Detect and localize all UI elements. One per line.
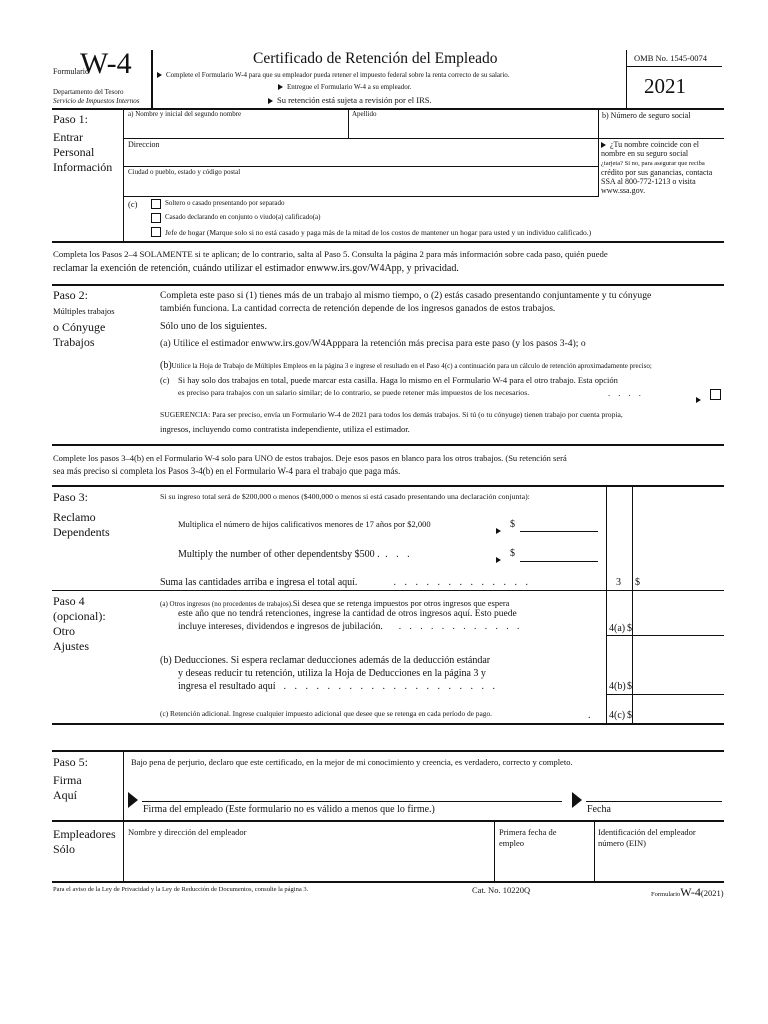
form-number: W-4	[80, 47, 132, 80]
note-steps-line2: reclamar la exención de retención, cuándo utilizar el estimador enwww.irs.gov/W4App, y privacidad.	[53, 263, 459, 274]
ssn-input[interactable]	[600, 120, 722, 138]
employer-name-label: Nombre y dirección del empleador	[128, 827, 247, 837]
signature-input[interactable]	[142, 784, 562, 800]
employer-label: Empleadores Sólo	[53, 827, 116, 856]
filing-status-label: (c)	[128, 199, 138, 209]
checkbox-two-jobs[interactable]	[710, 389, 721, 400]
deductions-input[interactable]	[640, 677, 722, 693]
step2-tip-2: ingresos, incluyendo como contratista independiente, utiliza el estimador.	[160, 424, 410, 434]
step4c-dots: .	[588, 710, 594, 721]
step3-total-dollar: $	[635, 577, 640, 588]
footer-form-id: FormularioW-4(2021)	[651, 885, 724, 899]
omb-number: OMB No. 1545-0074	[634, 53, 707, 63]
step4-a-line1: (a) Otros ingresos (no procedentes de trabajos).Si desea que se retenga impuestos por otros ingresos que espera	[160, 598, 510, 608]
step2-option-b: (b)Utilice la Hoja de Trabajo de Múltiples Empleos en la página 3 e ingrese el resultado en el Paso 4(c) a continuación para un cálculo de retención aproximadamente preciso;	[160, 360, 652, 371]
address-label: Direccion	[128, 140, 160, 149]
step4-b-line2: y deseas reducir tu retención, utiliza la Hoja de Deducciones en la página 3 y	[178, 668, 486, 679]
step3-label: Reclamo Dependents	[53, 510, 110, 539]
date-arrow-icon	[572, 792, 582, 813]
note-steps-line1: Completa los Pasos 2–4 SOLAMENTE si te aplican; de lo contrario, salta al Paso 5. Consulta la página 2 para más información sobre cada paso, quién puede	[53, 249, 608, 259]
triangle-icon	[278, 84, 283, 90]
filing-option-head: Jefe de hogar (Marque solo si no está casado y paga más de la mitad de los costos de mantener un hogar para usted y un individuo calificado.)	[165, 228, 592, 237]
step4-label: (opcional): Otro Ajustes	[53, 609, 106, 653]
step2-tip-1: SUGERENCIA: Para ser preciso, envía un Formulario W-4 de 2021 para todos los demás trabajos. Si tú (o tu cónyuge) tienen trabajo por cuenta propia,	[160, 410, 623, 419]
step3-other-dollar: $	[510, 548, 515, 559]
step2-dots: . . . .	[608, 388, 644, 398]
employer-name-input[interactable]	[126, 840, 492, 880]
note-steps34-line2: sea más preciso si completa los Pasos 3-4(b) en el Formulario W-4 para el trabajo que paga más.	[53, 466, 401, 476]
date-label: Fecha	[587, 804, 611, 815]
step2-option-c-text1: Si hay solo dos trabajos en total, puede marcar esta casilla. Haga lo mismo en el Formulario W-4 para el otro trabajo. Esta opción	[178, 375, 618, 385]
step3-paso: Paso 3:	[53, 490, 89, 504]
step2-option-c-text2: es preciso para trabajos con un salario similar; de lo contrario, se puede retener más impuestos de los necesarios.	[178, 388, 530, 397]
signature-arrow-icon	[128, 792, 138, 813]
step2-label-2: o Cónyuge Trabajos	[53, 320, 106, 349]
step4b-number: 4(b)	[609, 681, 626, 692]
step4-a-line3: incluye intereses, dividendos e ingresos de jubilación. . . . . . . . . . . . .	[178, 622, 523, 632]
step1-label: Entrar Personal Información	[53, 130, 113, 174]
signature-label: Firma del empleado (Este formulario no es válido a menos que lo firme.)	[143, 804, 435, 815]
address-input[interactable]	[126, 149, 596, 165]
ein-label: Identificación del empleador número (EIN)	[598, 827, 696, 848]
checkbox-single[interactable]	[151, 199, 161, 209]
step4c-dollar: $	[627, 710, 632, 721]
city-input[interactable]	[126, 177, 596, 195]
triangle-icon	[268, 98, 273, 104]
city-label: Ciudad o pueblo, estado y código postal	[128, 168, 241, 176]
step3-children-arrow-icon	[496, 522, 505, 540]
checkbox-head-household[interactable]	[151, 227, 161, 237]
step4-b-line1: (b) Deducciones. Si espera reclamar deducciones además de la deducción estándar	[160, 655, 491, 666]
step2-option-c-label: (c)	[160, 375, 170, 385]
triangle-icon	[601, 142, 606, 148]
step3-line-number: 3	[616, 577, 621, 588]
footer-cat: Cat. No. 10220Q	[472, 885, 531, 895]
step3-total-input[interactable]	[644, 573, 722, 590]
filing-option-single: Soltero o casado presentando por separado	[165, 199, 285, 207]
step4-a-line2: este año que no tendrá retenciones, ingrese la cantidad de otros ingresos aquí. Esto puede	[178, 609, 517, 619]
department-label: Departamento del Tesoro	[53, 88, 124, 96]
note-steps34-line1: Complete los pasos 3–4(b) en el Formulario W-4 solo para UNO de estos trabajos. Deje esos pasos en blanco para los otros trabajos. (Su retención será	[53, 453, 567, 463]
step2-intro-2: también funciona. La cantidad correcta de retención depende de los ingresos ganados de estos trabajos.	[160, 303, 556, 314]
step3-other-line: Multiply the number of other dependentsby $500 . . . .	[178, 549, 413, 560]
step5-paso: Paso 5:	[53, 755, 89, 769]
first-date-label: Primera fecha de empleo	[499, 827, 557, 848]
step3-sum-line: Suma las cantidades arriba e ingresa el total aquí. . . . . . . . . . . . . .	[160, 577, 531, 588]
instruction-1: Complete el Formulario W-4 para que su empleador pueda retener el impuesto federal sobre la renta correcto de su salario.	[157, 71, 510, 80]
footer-privacy: Para el aviso de la Ley de Privacidad y la Ley de Reducción de Documentos, consulte la página 3.	[53, 886, 309, 893]
step4-c-line: (c) Retención adicional. Ingrese cualquier impuesto adicional que desee que se retenga en cada período de pago.	[160, 709, 493, 718]
step3-other-arrow-icon	[496, 551, 505, 569]
step2-label-1: Múltiples trabajos	[53, 306, 115, 316]
instruction-2: Entregue el Formulario W-4 a su empleador.	[278, 83, 411, 92]
date-input[interactable]	[586, 784, 722, 800]
last-name-label: Apellido	[352, 110, 377, 118]
step4-paso: Paso 4	[53, 594, 85, 608]
step1-paso: Paso 1:	[53, 112, 89, 126]
filing-option-married: Casado declarando en conjunto o viudo(a) calificado(a)	[165, 213, 321, 221]
children-amount-input[interactable]	[520, 516, 598, 531]
formulario-label: Formulario	[53, 67, 89, 76]
step2-arrow-icon	[696, 391, 705, 409]
step4a-dollar: $	[627, 623, 632, 634]
checkbox-married-joint[interactable]	[151, 213, 161, 223]
other-income-input[interactable]	[640, 619, 722, 635]
instruction-3: Su retención está sujeta a revisión por el IRS.	[268, 95, 432, 106]
step3-intro: Si su ingreso total será de $200,000 o menos ($400,000 o menos si está casado presentando una declaración conjunta):	[160, 492, 530, 501]
first-date-input[interactable]	[496, 852, 592, 880]
triangle-icon	[157, 72, 162, 78]
other-dependents-input[interactable]	[520, 546, 598, 561]
step5-declaration: Bajo pena de perjurio, declaro que este certificado, en la mejor de mi conocimiento y creencia, es verdadero, correcto y completo.	[131, 757, 573, 767]
ssn-label: b) Número de seguro social	[602, 111, 691, 120]
form-title: Certificado de Retención del Empleado	[253, 50, 498, 67]
ssn-note: ¿Tu nombre coincide con el nombre en su seguro social ¿tarjeta? Si no, para asegurar que reciba crédito por sus ganancias, contacta SSA al 800-772-1213 o visita www.ssa.gov.	[601, 140, 713, 195]
step2-paso: Paso 2:	[53, 288, 89, 302]
service-label: Servicio de Impuestos Internos	[53, 97, 140, 105]
step4b-dollar: $	[627, 681, 632, 692]
last-name-input[interactable]	[350, 118, 596, 136]
extra-withholding-input[interactable]	[640, 706, 722, 722]
form-year: 2021	[644, 74, 686, 98]
step2-intro-1: Completa este paso si (1) tienes más de un trabajo al mismo tiempo, o (2) estás casado presentando conjuntamente y tu cónyuge	[160, 290, 652, 301]
step3-children-dollar: $	[510, 519, 515, 530]
step4-b-line3: ingresa el resultado aquí . . . . . . . . . . . . . . . . . . . .	[178, 681, 498, 692]
step3-children-line: Multiplica el número de hijos calificativos menores de 17 años por $2,000	[178, 519, 431, 529]
ein-input[interactable]	[596, 852, 722, 880]
first-name-input[interactable]	[126, 118, 346, 136]
step5-label: Firma Aquí	[53, 773, 82, 802]
step4a-number: 4(a)	[609, 623, 626, 634]
first-name-label: a) Nombre y inicial del segundo nombre	[128, 110, 242, 118]
step2-only-one: Sólo uno de los siguientes.	[160, 321, 267, 332]
step4c-number: 4(c)	[609, 710, 626, 721]
step2-option-a: (a) Utilice el estimador enwww.irs.gov/W4Apppara la retención más precisa para este paso (y los pasos 3-4); o	[160, 338, 586, 349]
